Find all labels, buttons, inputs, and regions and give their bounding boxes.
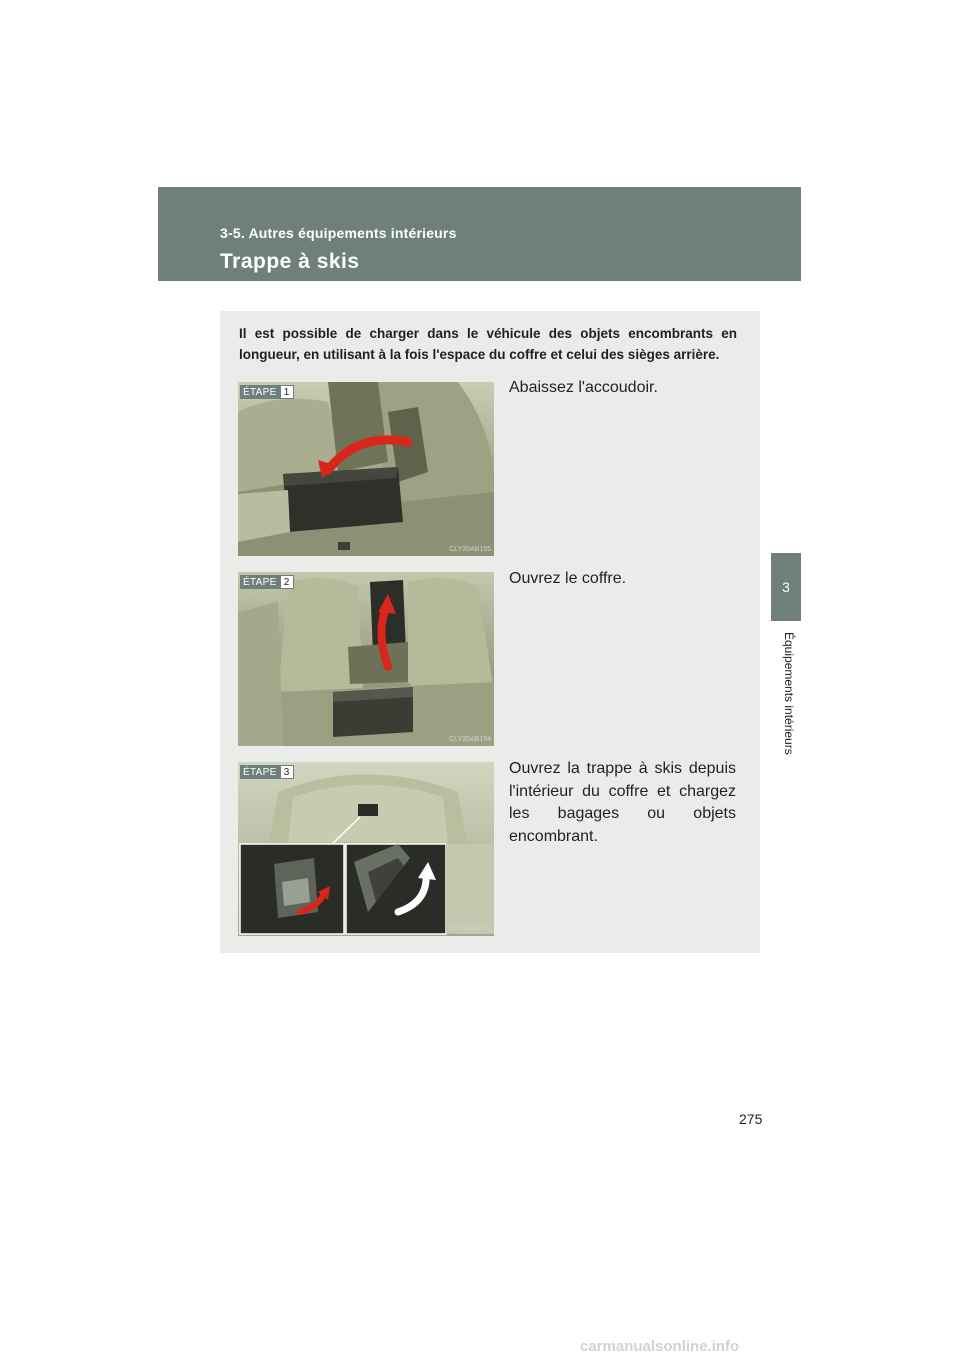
page-number: 275 [739, 1111, 763, 1127]
step-badge-number: 2 [280, 575, 294, 589]
trunk-ski-hatch-illustration [238, 762, 494, 936]
section-label: 3-5. Autres équipements intérieurs [220, 225, 457, 241]
image-code: CLY35AB075 [449, 926, 491, 933]
step-badge [240, 765, 294, 779]
rear-seat-illustration [238, 572, 494, 746]
chapter-side-label: Équipements intérieurs [782, 632, 796, 755]
step-badge-word: ÉTAPE [240, 385, 280, 399]
step-badge [240, 385, 294, 399]
step-badge-word: ÉTAPE [240, 575, 280, 589]
image-code: CLY35AB154 [449, 736, 491, 743]
step-text-line: Abaissez l'accoudoir. [509, 379, 658, 396]
step-2-illustration [238, 572, 494, 746]
intro-paragraph [239, 323, 737, 365]
content-box [220, 311, 760, 953]
image-code: CLY35AB155 [449, 546, 491, 553]
intro-line: longueur, en utilisant à la fois l'espace du coffre et celui des sièges arrière. [239, 347, 720, 362]
step-3-illustration [238, 762, 494, 936]
step-text-line: les bagages ou objets [509, 805, 736, 822]
step-badge-number: 1 [280, 385, 294, 399]
step-badge-number: 3 [280, 765, 294, 779]
step-text-line: l'intérieur du coffre et chargez [509, 782, 736, 800]
chapter-tab [771, 553, 801, 621]
step-2-text [509, 568, 736, 591]
footer-watermark[interactable]: carmanualsonline.info [580, 1338, 740, 1355]
step-1-text [509, 377, 736, 400]
armrest-illustration [238, 382, 494, 556]
step-text-line: Ouvrez le coffre. [509, 570, 627, 587]
step-3-text [509, 758, 736, 848]
step-text-line: Ouvrez la trappe à skis depuis [509, 760, 736, 777]
page-title: Trappe à skis [220, 250, 360, 273]
step-1-illustration [238, 382, 494, 556]
chapter-number: 3 [782, 579, 790, 595]
step-text-line: encombrant. [509, 827, 598, 845]
intro-line: Il est possible de charger dans le véhicule des objets encombrants en [239, 326, 737, 341]
chapter-header [158, 187, 801, 281]
step-badge-word: ÉTAPE [240, 765, 280, 779]
step-badge [240, 575, 294, 589]
